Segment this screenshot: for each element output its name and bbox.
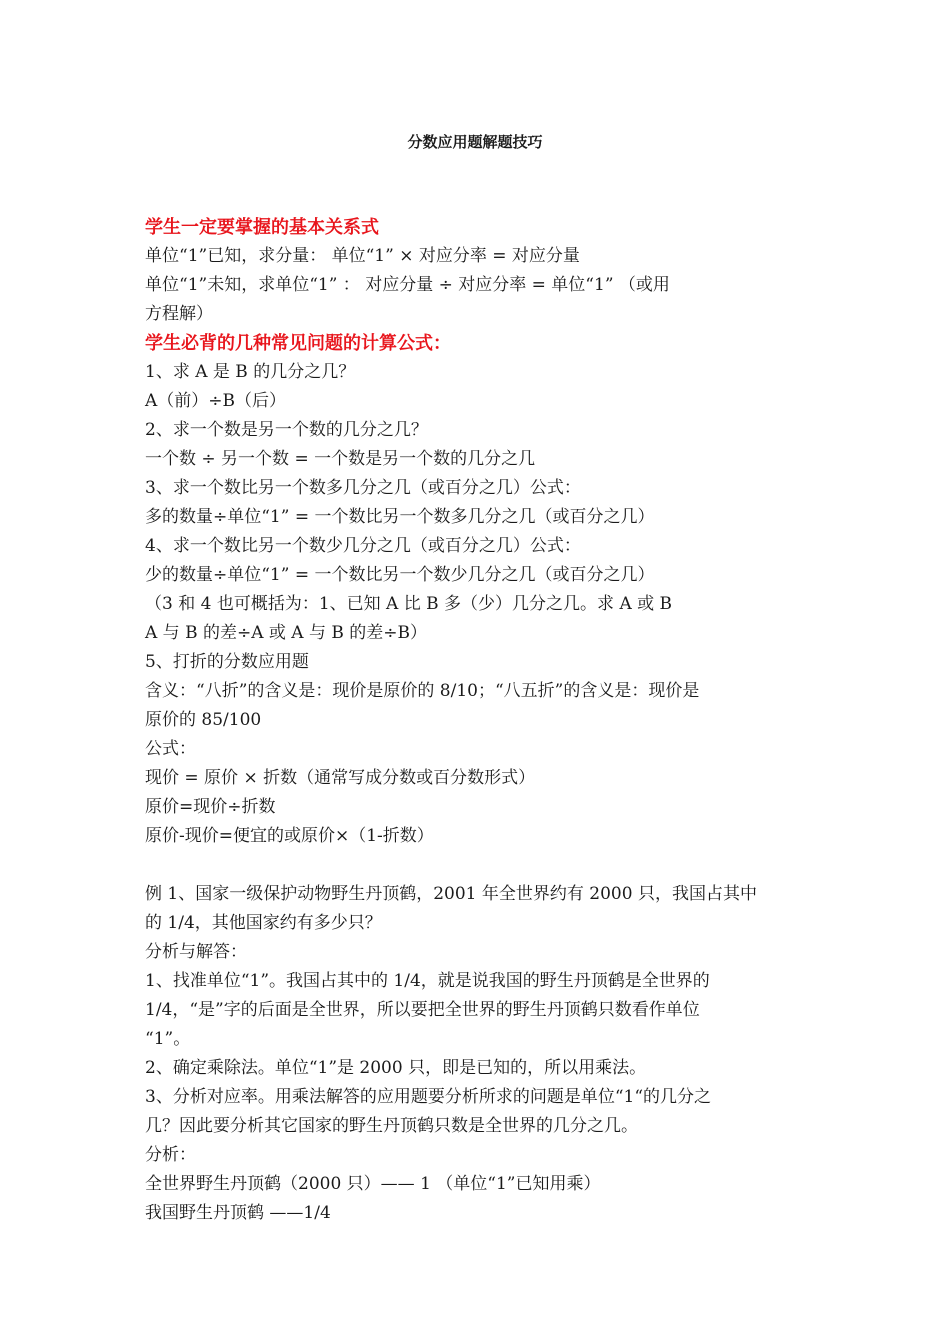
text-line: 我国野生丹顶鹤 ——1/4 [145, 1203, 331, 1223]
text-line: A（前）÷B（后） [145, 391, 287, 411]
text-line: 原价-现价=便宜的或原价×（1-折数） [145, 826, 434, 846]
text-line: 公式： [145, 739, 196, 759]
document-body [145, 213, 810, 1228]
section-heading: 学生一定要掌握的基本关系式 [145, 217, 379, 238]
text-line: （3 和 4 也可概括为：1、已知 A 比 B 多（少）几分之几。求 A 或 B [145, 594, 673, 614]
text-line: 单位“1”未知，求单位“1” ： 对应分量 ÷ 对应分率 = 单位“1” （或用 [145, 275, 670, 295]
text-line: 1、找准单位“1”。我国占其中的 1/4，就是说我国的野生丹顶鹤是全世界的 [145, 971, 710, 991]
text-line: 1、求 A 是 B 的几分之几？ [145, 362, 356, 382]
text-line: 含义：“八折”的含义是：现价是原价的 8/10；“八五折”的含义是：现价是 [145, 681, 700, 701]
text-line: 1/4，“是”字的后面是全世界，所以要把全世界的野生丹顶鹤只数看作单位 [145, 1000, 700, 1020]
text-line: 3、求一个数比另一个数多几分之几（或百分之几）公式： [145, 478, 581, 498]
text-line: 单位“1”已知，求分量： 单位“1” × 对应分率 = 对应分量 [145, 246, 580, 266]
text-line: 3、分析对应率。用乘法解答的应用题要分析所求的问题是单位“1“的几分之 [145, 1087, 712, 1107]
text-line: 分析与解答： [145, 942, 247, 962]
text-line: A 与 B 的差÷A 或 A 与 B 的差÷B） [145, 623, 428, 643]
text-line: 例 1、国家一级保护动物野生丹顶鹤，2001 年全世界约有 2000 只，我国占其中 [145, 884, 757, 904]
text-line: 原价的 85/100 [145, 710, 262, 730]
text-line: 2、确定乘除法。单位“1”是 2000 只，即是已知的，所以用乘法。 [145, 1058, 647, 1078]
text-line: “1”。 [145, 1029, 191, 1049]
text-line: 少的数量÷单位“1” = 一个数比另一个数少几分之几（或百分之几） [145, 565, 655, 585]
text-line: 现价 = 原价 × 折数（通常写成分数或百分数形式） [145, 768, 536, 788]
text-line: 一个数 ÷ 另一个数 = 一个数是另一个数的几分之几 [145, 449, 536, 469]
text-line: 4、求一个数比另一个数少几分之几（或百分之几）公式： [145, 536, 581, 556]
text-line: 原价=现价÷折数 [145, 797, 276, 817]
text-line: 全世界野生丹顶鹤（2000 只）—— 1 （单位“1”已知用乘） [145, 1174, 601, 1194]
text-line: 方程解） [145, 304, 213, 324]
text-line: 2、求一个数是另一个数的几分之几？ [145, 420, 428, 440]
text-line: 几？因此要分析其它国家的野生丹顶鹤只数是全世界的几分之几。 [145, 1116, 638, 1136]
text-line: 的 1/4，其他国家约有多少只？ [145, 913, 382, 933]
text-line: 5、打折的分数应用题 [145, 652, 309, 672]
text-line: 多的数量÷单位“1” = 一个数比另一个数多几分之几（或百分之几） [145, 507, 655, 527]
text-line: 分析： [145, 1145, 196, 1165]
blank-line [145, 851, 810, 880]
section-heading: 学生必背的几种常见问题的计算公式： [145, 333, 451, 354]
document-title: 分数应用题解题技巧 [407, 133, 543, 151]
